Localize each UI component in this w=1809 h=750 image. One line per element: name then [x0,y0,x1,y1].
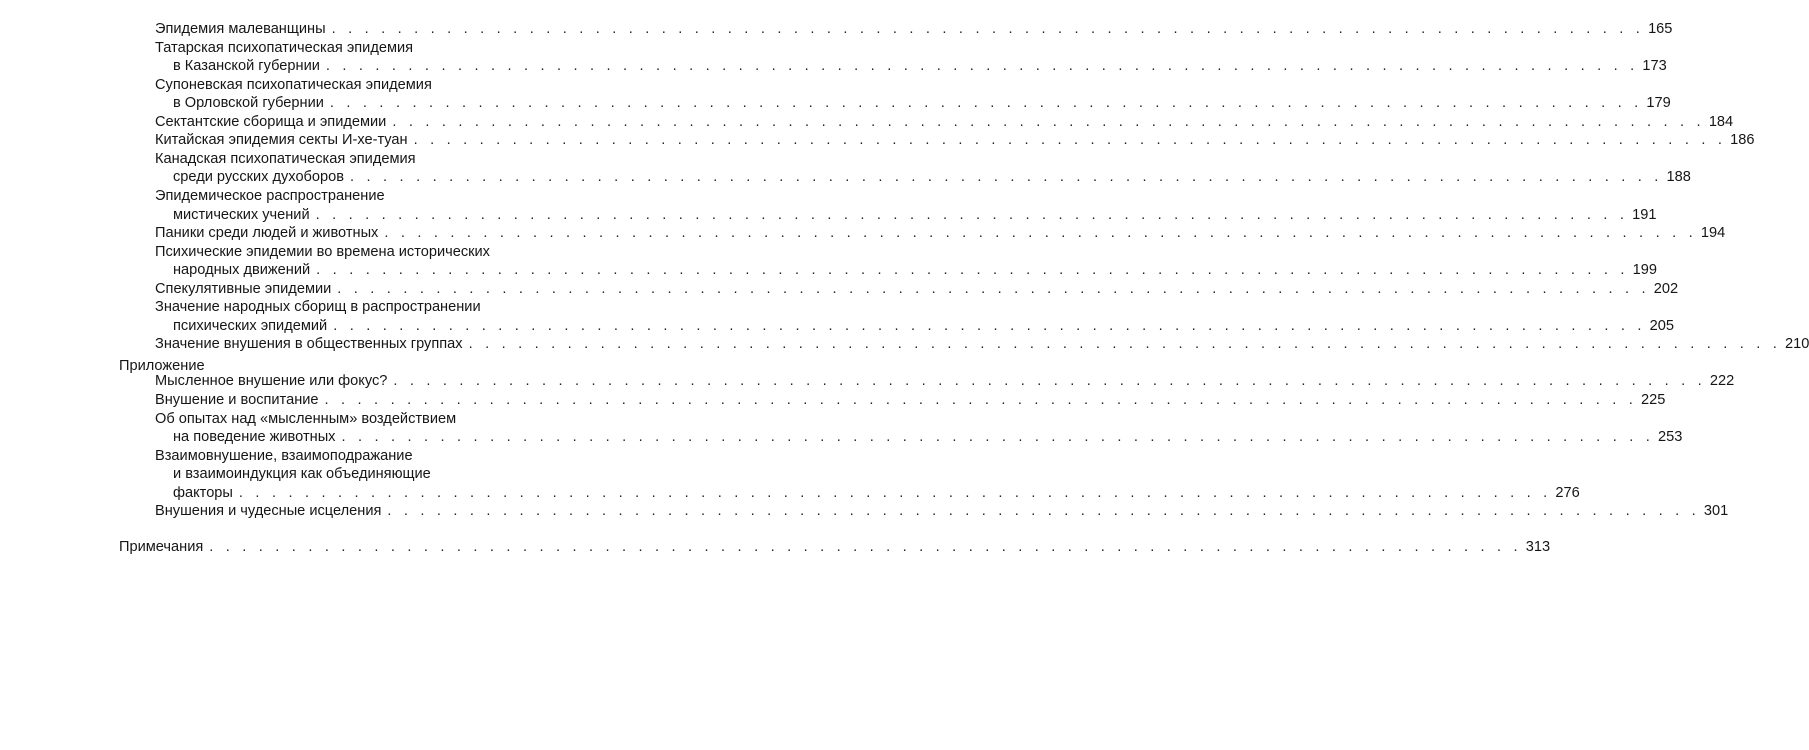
toc-entry-title: Китайская эпидемия секты И-хе-туан [155,132,408,149]
toc-entry-line [119,537,1551,557]
toc-entry-title: психических эпидемий [173,317,328,334]
toc-entry-title: Мысленное внушение или фокус? [155,373,388,390]
toc-entry-line [155,501,1729,521]
toc-page-number: 199 [1632,262,1658,279]
toc-entry-title: факторы [173,484,233,501]
toc-entry-line [155,390,1666,410]
toc-entry-title: Татарская психопатическая эпидемия [155,39,414,56]
dot-leader: . . . . . . . . . . . . . . . . . . . . . . . . . . . . . . . . . . . . . . . . . . . . . . . . . . . . . . . . . . . . . . . . . . . . . . . . . . . . . . . . [333,317,1646,334]
toc-page-number: 186 [1730,132,1755,149]
toc-page-number: 225 [1641,392,1666,408]
toc-entry-line [155,130,1755,150]
toc-page-number: 210 [1785,336,1809,353]
toc-entry-title: Эпидемия малеванщины [155,21,326,37]
toc-entry-title: Сектантские сборища и эпидемии [155,113,387,130]
dot-leader: . . . . . . . . . . . . . . . . . . . . . . . . . . . . . . . . . . . . . . . . . . . . . . . . . . . . . . . . . . . . . . . . . . . . . . . . . . . . . . . . [392,113,1705,130]
toc-page-number: 253 [1657,429,1683,446]
toc-entry-title: Значение народных сборищ в распространении [155,299,481,316]
toc-entry-title: и взаимоиндукция как объединяющие [173,466,431,483]
toc-page-number: 179 [1646,95,1671,112]
toc-page-number: 313 [1525,538,1551,555]
toc-entry-line [173,316,1675,336]
section-heading-appendix: Приложение [119,357,205,374]
toc-entry-title: среди русских духоборов [173,169,345,186]
toc-page-number: 276 [1555,484,1580,501]
toc-entry-title: в Орловской губернии [173,95,324,112]
toc-entry-line [173,56,1667,76]
toc-page-number: 165 [1648,21,1673,37]
toc-entry-line [155,19,1673,39]
toc-entry-title: Психические эпидемии во времена исторических [155,243,490,260]
toc-page-number: 173 [1642,58,1667,75]
toc-entry-title: народных движений [173,262,311,279]
dot-leader: . . . . . . . . . . . . . . . . . . . . . . . . . . . . . . . . . . . . . . . . . . . . . . . . . . . . . . . . . . . . . . . . . . . . . . . . . . . . . . . . [413,132,1727,149]
toc-entry-title: Внушение и воспитание [155,392,319,408]
dot-leader: . . . . . . . . . . . . . . . . . . . . . . . . . . . . . . . . . . . . . . . . . . . . . . . . . . . . . . . . . . . . . . . . . . . . . . . . . . . . . . . . [393,373,1706,390]
toc-page-number: 184 [1708,113,1734,130]
toc-page-number: 205 [1649,317,1675,334]
toc-page-number: 222 [1709,373,1735,390]
toc-entry-line [155,279,1679,299]
toc-entry-title: мистических учений [173,206,310,223]
dot-leader: . . . . . . . . . . . . . . . . . . . . . . . . . . . . . . . . . . . . . . . . . . . . . . . . . . . . . . . . . . . . . . . . . . . . . . . . . . . . . . . . [315,206,1629,223]
toc-page-number: 301 [1703,503,1729,520]
toc-page-number: 188 [1666,169,1691,186]
toc-entry-line [155,371,1735,391]
dot-leader: . . . . . . . . . . . . . . . . . . . . . . . . . . . . . . . . . . . . . . . . . . . . . . . . . . . . . . . . . . . . . . . . . . . . . . . . . . . . . . . . [324,392,1638,408]
toc-entry-title: Внушения и чудесные исцеления [155,503,382,520]
toc-entry-title: Спекулятивные эпидемии [155,280,332,297]
dot-leader: . . . . . . . . . . . . . . . . . . . . . . . . . . . . . . . . . . . . . . . . . . . . . . . . . . . . . . . . . . . . . . . . . . . . . . . . . . . . . . . . [325,58,1639,75]
toc-page-number: 202 [1653,280,1679,297]
toc-entry-line [173,483,1580,503]
toc-entry-title: Примечания [119,538,204,555]
toc-entry-line [173,260,1658,280]
toc-entry-line [173,167,1691,187]
toc-page-number: 191 [1632,206,1657,223]
toc-entry-line [155,334,1809,354]
dot-leader: . . . . . . . . . . . . . . . . . . . . . . . . . . . . . . . . . . . . . . . . . . . . . . . . . . . . . . . . . . . . . . . . . . . . . . . . . . . . . . . . [329,95,1643,112]
dot-leader: . . . . . . . . . . . . . . . . . . . . . . . . . . . . . . . . . . . . . . . . . . . . . . . . . . . . . . . . . . . . . . . . . . . . . . . . . . . . . . . . [331,21,1645,37]
dot-leader: . . . . . . . . . . . . . . . . . . . . . . . . . . . . . . . . . . . . . . . . . . . . . . . . . . . . . . . . . . . . . . . . . . . . . . . . . . . . . . . . [337,280,1650,297]
toc-entry-title: Эпидемическое распространение [155,187,385,204]
toc-entry-line [173,93,1671,113]
toc-entry-title: Канадская психопатическая эпидемия [155,150,416,167]
dot-leader: . . . . . . . . . . . . . . . . . . . . . . . . . . . . . . . . . . . . . . . . . . . . . . . . . . . . . . . . . . . . . . . . . . . . . . . . . . . . . . . . [384,225,1697,242]
toc-entry-title: Об опытах над «мысленным» воздействием [155,410,457,427]
dot-leader: . . . . . . . . . . . . . . . . . . . . . . . . . . . . . . . . . . . . . . . . . . . . . . . . . . . . . . . . . . . . . . . . . . . . . . . . . . . . . . . . [238,484,1552,501]
toc-entry-title: Взаимовнушение, взаимоподражание [155,447,413,464]
dot-leader: . . . . . . . . . . . . . . . . . . . . . . . . . . . . . . . . . . . . . . . . . . . . . . . . . . . . . . . . . . . . . . . . . . . . . . . . . . . . . . . . [341,429,1654,446]
toc-entry-line [155,223,1726,243]
toc-entry-line [155,112,1734,132]
dot-leader: . . . . . . . . . . . . . . . . . . . . . . . . . . . . . . . . . . . . . . . . . . . . . . . . . . . . . . . . . . . . . . . . . . . . . . . . . . . . . . . . [387,503,1700,520]
toc-entry-line [173,205,1657,225]
toc-entry-title: на поведение животных [173,429,336,446]
toc-entry-title: Паники среди людей и животных [155,225,379,242]
dot-leader: . . . . . . . . . . . . . . . . . . . . . . . . . . . . . . . . . . . . . . . . . . . . . . . . . . . . . . . . . . . . . . . . . . . . . . . . . . . . . . . . [209,538,1522,555]
dot-leader: . . . . . . . . . . . . . . . . . . . . . . . . . . . . . . . . . . . . . . . . . . . . . . . . . . . . . . . . . . . . . . . . . . . . . . . . . . . . . . . . [350,169,1663,186]
dot-leader: . . . . . . . . . . . . . . . . . . . . . . . . . . . . . . . . . . . . . . . . . . . . . . . . . . . . . . . . . . . . . . . . . . . . . . . . . . . . . . . . [468,336,1782,353]
toc-entry-title: Супоневская психопатическая эпидемия [155,76,432,93]
toc-entry-title: Значение внушения в общественных группах [155,336,463,353]
toc-entry-line [173,427,1683,447]
toc-entry-title: в Казанской губернии [173,58,320,75]
toc-page-number: 194 [1700,225,1726,242]
dot-leader: . . . . . . . . . . . . . . . . . . . . . . . . . . . . . . . . . . . . . . . . . . . . . . . . . . . . . . . . . . . . . . . . . . . . . . . . . . . . . . . . [316,262,1629,279]
